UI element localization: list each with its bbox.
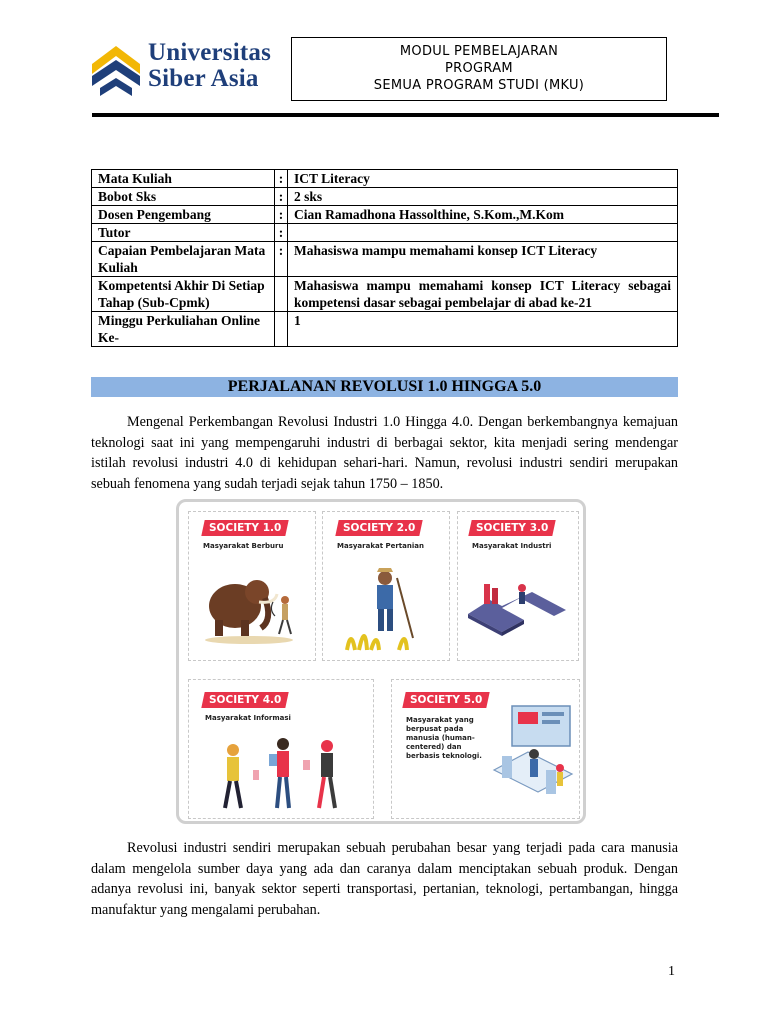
table-row [92,170,678,188]
row-separator [275,312,288,347]
row-label: Mata Kuliah [92,170,275,188]
course-info-table [91,169,678,347]
society-2-panel [322,511,450,661]
human-centered-tech-illustration-icon [488,700,578,810]
society-3-caption: Masyarakat Industri [472,542,552,550]
row-separator: : [275,206,288,224]
university-name [148,40,271,92]
row-separator: : [275,242,288,277]
society-3-tag: SOCIETY 3.0 [468,520,555,536]
society-2-caption: Masyarakat Pertanian [337,542,424,550]
row-label: Minggu Perkuliahan Online Ke- [92,312,275,347]
table-row [92,188,678,206]
row-value: ICT Literacy [288,170,678,188]
university-logo [90,40,280,102]
table-row [92,277,678,312]
row-label: Bobot Sks [92,188,275,206]
row-value: 2 sks [288,188,678,206]
row-label: Dosen Pengembang [92,206,275,224]
body-paragraph-text: Revolusi industri sendiri merupakan sebuah perubahan besar yang terjadi pada cara manusia dalam mengelola sumber daya yang ada dan caranya dalam menciptakan sebuah produk. Dengan adanya revolusi ini, banyak sektor seperti transportasi, pertanian, teknologi, pertambangan, hingga manufaktur yang mengalami perubahan. [91,840,678,918]
society-4-caption: Masyarakat Informasi [205,714,291,722]
row-value: Mahasiswa mampu memahami konsep ICT Literacy sebagai kompetensi dasar sebagai pembelajar di abad ke-21 [288,277,678,312]
mammoth-hunt-illustration-icon [199,564,299,646]
logo-line-1: Universitas [148,39,272,66]
farmer-illustration-icon [337,558,437,654]
society-2-tag: SOCIETY 2.0 [335,520,422,536]
row-value: Cian Ramadhona Hassolthine, S.Kom.,M.Kom [288,206,678,224]
section-title: PERJALANAN REVOLUSI 1.0 HINGGA 5.0 [91,377,678,397]
society-5-caption: Masyarakat yang berpusat pada manusia (human-centered) dan berbasis teknologi. [406,716,482,760]
table-row [92,242,678,277]
society-3-panel [457,511,579,661]
page-number: 1 [668,964,675,979]
module-line-3: SEMUA PROGRAM STUDI (MKU) [373,78,585,93]
row-value [288,224,678,242]
table-row [92,312,678,347]
society-1-panel [188,511,316,661]
row-label: Kompetentsi Akhir Di Setiap Tahap (Sub-Cpmk) [92,277,275,312]
people-with-devices-illustration-icon [203,730,363,814]
row-separator: : [275,188,288,206]
intro-paragraph [91,412,678,494]
society-4-tag: SOCIETY 4.0 [201,692,288,708]
row-separator: : [275,224,288,242]
table-row [92,206,678,224]
module-line-1: MODUL PEMBELAJARAN [399,44,559,59]
row-label: Capaian Pembelajaran Mata Kuliah [92,242,275,277]
society-5-tag: SOCIETY 5.0 [402,692,489,708]
row-label: Tutor [92,224,275,242]
society-1-caption: Masyarakat Berburu [203,542,284,550]
table-row [92,224,678,242]
logo-line-2: Siber Asia [148,65,259,92]
module-line-2: PROGRAM [445,61,513,76]
row-separator: : [275,170,288,188]
row-value: 1 [288,312,678,347]
module-title-box [291,37,667,101]
society-1-tag: SOCIETY 1.0 [201,520,288,536]
intro-paragraph-text: Mengenal Perkembangan Revolusi Industri 1.0 Hingga 4.0. Dengan berkembangnya kemajuan teknologi saat ini yang mempengaruhi industri di berbagai sektor, kita menjadi sering mendengar istilah revolusi industri 4.0 di kehidupan sehari-hari. Namun, revolusi industri sendiri merupakan sebuah fenomena yang sudah terjadi sejak tahun 1750 – 1850. [91,414,678,492]
row-separator [275,277,288,312]
society-5-panel [391,679,580,819]
row-value: Mahasiswa mampu memahami konsep ICT Literacy [288,242,678,277]
university-emblem-icon [90,42,142,98]
society-evolution-figure [176,499,586,824]
society-4-panel [188,679,374,819]
factory-conveyor-illustration-icon [462,568,572,648]
body-paragraph [91,838,678,920]
header-rule [92,113,719,117]
